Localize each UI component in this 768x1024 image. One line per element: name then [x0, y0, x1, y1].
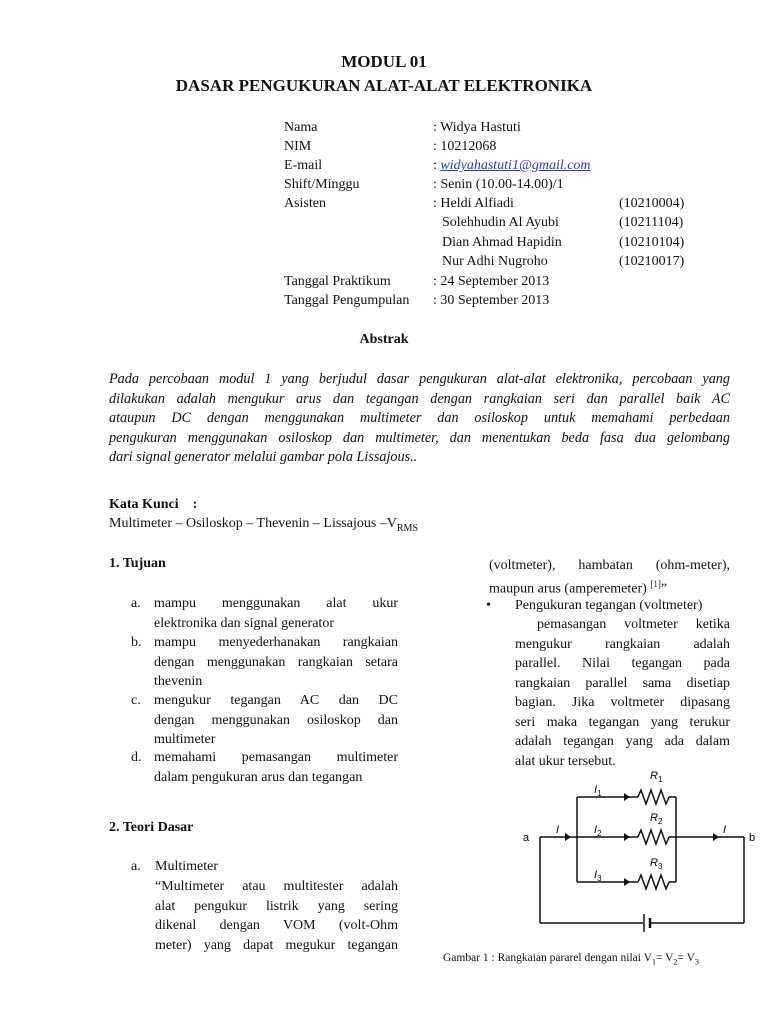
paragraph-line: “Multimeter atau multitester adalah — [155, 879, 398, 894]
i3-label: I — [594, 869, 598, 881]
list-item — [131, 691, 398, 751]
assistant-name: Solehhudin Al Ayubi — [442, 215, 559, 230]
tgl-pengumpulan-value: : 30 September 2013 — [433, 293, 550, 308]
caption-eq: = V — [655, 952, 674, 964]
shift-label: Shift/Minggu — [284, 177, 360, 192]
svg-text:I1 — [594, 784, 602, 798]
bullet-icon: • — [486, 598, 491, 613]
svg-text:R1 — [650, 770, 663, 784]
caption-sub: 1 — [651, 957, 656, 967]
current-out-label: I — [723, 824, 727, 836]
multimeter-definition — [155, 877, 398, 955]
parallel-circuit-diagram — [520, 765, 760, 937]
assistant-name: Dian Ahmad Hapidin — [442, 235, 562, 250]
section-tujuan-heading: 1. Tujuan — [109, 556, 166, 571]
assistant-nim: (10210004) — [619, 196, 685, 211]
abstract-heading: Abstrak — [359, 332, 409, 347]
email-label: E-mail — [284, 158, 323, 173]
right-cont-text: maupun arus (amperemeter) — [489, 581, 647, 597]
i1-sub: 1 — [597, 789, 602, 798]
paragraph-line: meter) yang dapat megukur tegangan — [155, 937, 398, 953]
i3-sub: 3 — [597, 874, 602, 883]
list-marker: a. — [131, 596, 141, 611]
list-line: dengan menggunakan osiloskop dan — [154, 712, 398, 728]
keywords-list: Multimeter – Osiloskop – Thevenin – Lissajous –V — [109, 516, 397, 531]
abstract-line: ataupun DC dengan menggunakan multimeter dan osiloskop untuk memahami perbedaan — [109, 410, 730, 426]
node-b-label: b — [749, 832, 756, 844]
bullet-line: mengukur rangkaian adalah — [515, 636, 730, 652]
svg-text:R2 — [650, 812, 663, 826]
asisten-label: Asisten — [284, 196, 326, 211]
assistant-nim: (10210104) — [619, 235, 685, 250]
keywords-heading: Kata Kunci : — [109, 497, 198, 512]
abstract-line: dilakukan adalah mengukur arus dan tegangan dengan rangkaian seri dan parallel baik AC — [109, 390, 730, 407]
list-item — [131, 633, 398, 693]
nim-value: : 10212068 — [433, 139, 497, 154]
r1-sub: 1 — [657, 775, 663, 784]
abstract-line: dari signal generator melalui gambar pola Lissajous.. — [109, 449, 418, 465]
list-marker: b. — [131, 635, 142, 650]
list-line: dalam pengukuran arus dan tegangan — [154, 769, 363, 785]
bullet-line: rangkaian parallel sama disetiap — [515, 675, 730, 691]
figure-caption — [443, 952, 699, 966]
r1-label: R — [650, 770, 658, 782]
subsection-title: Multimeter — [155, 859, 218, 874]
svg-text:R3 — [650, 857, 663, 871]
current-arrow-2 — [624, 833, 630, 841]
title-modul: MODUL 01 — [341, 52, 427, 71]
caption-eq: = V — [677, 952, 695, 964]
list-item — [131, 748, 398, 788]
current-arrow-3 — [624, 878, 630, 886]
title-main: DASAR PENGUKURAN ALAT-ALAT ELEKTRONIKA — [175, 76, 593, 95]
bullet-title: Pengukuran tegangan (voltmeter) — [515, 598, 703, 613]
citation-ref: [1] — [650, 579, 661, 589]
current-total-label: I — [556, 824, 560, 836]
bullet-line: bagian. Jika voltmeter dipasang — [515, 695, 730, 710]
nama-value: : Widya Hastuti — [433, 120, 521, 135]
r3-label: R — [650, 857, 658, 869]
paragraph-line: dikenal dengan VOM (volt-Ohm — [155, 918, 398, 933]
bullet-line: seri maka tegangan yang terukur — [515, 714, 730, 730]
current-arrow-1 — [624, 793, 630, 801]
i2-label: I — [594, 824, 598, 836]
paragraph-line: alat pengukur listrik yang sering — [155, 898, 398, 914]
caption-sub: 3 — [694, 957, 699, 967]
email-link[interactable]: widyahastuti1@gmail.com — [440, 158, 591, 173]
list-line: mampu menyederhanakan rangkaian — [154, 635, 398, 650]
abstract-line: Pada percobaan modul 1 yang berjudul dasar pengukuran alat-alat elektronika, percobaan yang — [109, 371, 730, 387]
right-cont-line: (voltmeter), hambatan (ohm-meter), — [489, 558, 730, 573]
email-value — [433, 156, 591, 175]
node-a-label: a — [523, 832, 530, 844]
list-line: mampu menggunakan alat ukur — [154, 596, 398, 611]
section-teori-heading: 2. Teori Dasar — [109, 820, 194, 835]
assistant-name: Nur Adhi Nugroho — [442, 254, 548, 269]
list-line: multimeter — [154, 732, 216, 747]
nama-label: Nama — [284, 120, 318, 135]
list-line: thevenin — [154, 674, 203, 689]
bullet-line: parallel. Nilai tegangan pada — [515, 656, 730, 671]
abstract-text — [109, 370, 730, 468]
tgl-praktikum-label: Tanggal Praktikum — [284, 274, 391, 289]
r2-label: R — [650, 812, 658, 824]
r2-sub: 2 — [657, 817, 663, 826]
right-cont-end: ” — [660, 581, 668, 597]
bullet-line: pemasangan voltmeter ketika — [537, 617, 730, 632]
list-marker: c. — [131, 693, 141, 708]
list-line: memahami pemasangan multimeter — [154, 750, 398, 765]
i1-label: I — [594, 784, 598, 796]
bullet-body — [515, 615, 730, 771]
abstract-line: pengukuran menggunakan osiloskop dan multimeter, dan menentukan beda fasa dua gelombang — [109, 429, 730, 446]
current-arrow-out — [713, 833, 719, 841]
caption-prefix: Gambar 1 : Rangkaian pararel dengan nilai V — [443, 952, 652, 964]
shift-value: : Senin (10.00-14.00)/1 — [433, 177, 564, 192]
bullet-line: alat ukur tersebut. — [515, 753, 616, 769]
svg-text:I3 — [594, 869, 602, 883]
tgl-praktikum-value: : 24 September 2013 — [433, 274, 550, 289]
keywords-text — [109, 516, 418, 534]
list-marker: d. — [131, 750, 142, 765]
svg-text:I2 — [594, 824, 602, 838]
keywords-subscript: RMS — [396, 522, 419, 534]
assistant-name: : Heldi Alfiadi — [433, 196, 514, 211]
r3-sub: 3 — [657, 862, 663, 871]
assistant-nim: (10211104) — [619, 215, 684, 230]
nim-label: NIM — [284, 139, 312, 154]
list-line: elektronika dan signal generator — [154, 615, 334, 631]
email-colon: : — [433, 158, 437, 173]
assistant-nim: (10210017) — [619, 254, 685, 269]
subsection-marker: a. — [131, 859, 141, 874]
list-line: mengukur tegangan AC dan DC — [154, 693, 398, 708]
bullet-line: adalah tegangan yang ada dalam — [515, 734, 730, 749]
current-arrow-in — [565, 833, 571, 841]
tgl-pengumpulan-label: Tanggal Pengumpulan — [284, 293, 410, 308]
i2-sub: 2 — [597, 829, 602, 838]
list-line: dengan menggunakan rangkaian setara — [154, 654, 398, 670]
caption-sub: 2 — [673, 957, 678, 967]
list-item — [131, 594, 398, 634]
